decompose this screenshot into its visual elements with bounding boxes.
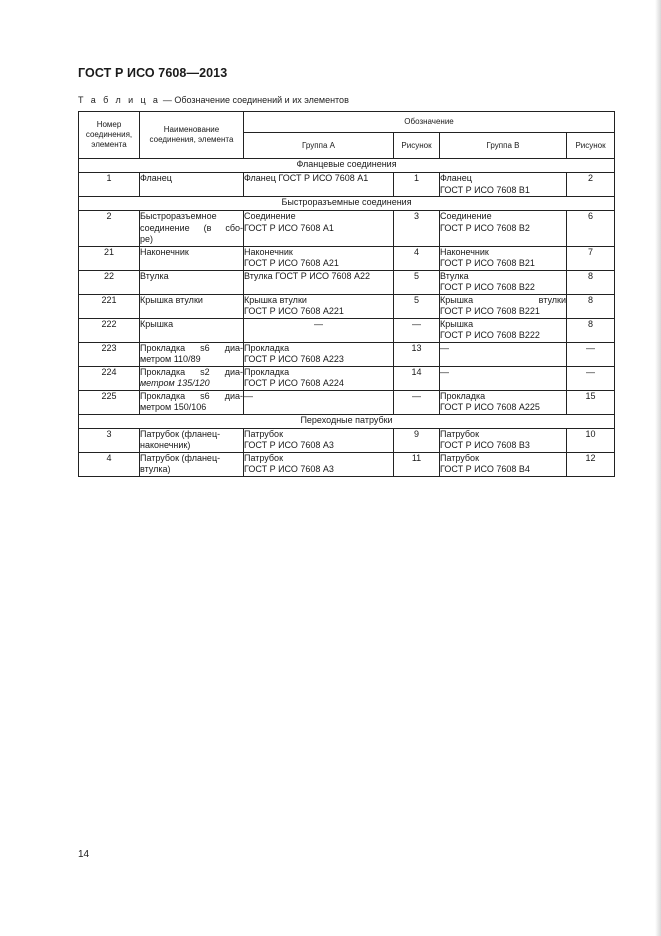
cell-figure-a: 9 <box>394 428 440 452</box>
cell-group-b: Соединение ГОСТ Р ИСО 7608 В2 <box>440 211 567 247</box>
cell-figure-b: 7 <box>567 246 615 270</box>
table-caption <box>78 95 349 105</box>
section-row-flange <box>79 159 615 173</box>
designation-table <box>78 111 615 477</box>
table-row <box>79 318 615 342</box>
cell-group-b: Патрубок ГОСТ Р ИСО 7608 В4 <box>440 452 567 476</box>
cell-name: Прокладка s6 диа- метром 150/106 <box>140 390 243 412</box>
cell-number: 1 <box>79 173 140 197</box>
cell-figure-b: 8 <box>567 318 615 342</box>
cell-figure-b: — <box>567 342 615 366</box>
cell-group-a: Крышка втулки ГОСТ Р ИСО 7608 А221 <box>244 294 394 318</box>
cell-group-a: Фланец ГОСТ Р ИСО 7608 А1 <box>244 173 394 197</box>
section-title: Быстроразъемные соединения <box>79 197 615 211</box>
cell-group-b: — <box>440 342 567 366</box>
cell-group-b: Наконечник ГОСТ Р ИСО 7608 В21 <box>440 246 567 270</box>
cell-figure-a: 1 <box>394 173 440 197</box>
cell-group-a: Наконечник ГОСТ Р ИСО 7608 А21 <box>244 246 394 270</box>
cell-figure-b: 6 <box>567 211 615 247</box>
cell-figure-b: 12 <box>567 452 615 476</box>
table-row <box>79 270 615 294</box>
cell-group-b: Фланец ГОСТ Р ИСО 7608 В1 <box>440 173 567 197</box>
table-row <box>79 366 615 390</box>
cell-figure-a: — <box>394 390 440 414</box>
column-header-number: Номер соединения, элемента <box>79 112 140 159</box>
column-header-figure-b: Рисунок <box>567 133 615 159</box>
table-row <box>79 294 615 318</box>
table-row <box>79 428 615 452</box>
column-header-group-b: Группа В <box>440 133 567 159</box>
cell-group-a: Втулка ГОСТ Р ИСО 7608 А22 <box>244 270 394 294</box>
cell-figure-a: 3 <box>394 211 440 247</box>
cell-number: 223 <box>79 342 140 366</box>
section-title: Фланцевые соединения <box>79 159 615 173</box>
cell-number: 225 <box>79 390 140 414</box>
table-row <box>79 342 615 366</box>
cell-name: Прокладка s6 диа- метром 110/89 <box>140 342 243 364</box>
cell-group-b: Крышка втулки ГОСТ Р ИСО 7608 В221 <box>440 294 566 316</box>
cell-name: Быстроразъемное соединение (в сбо- ре) <box>140 211 243 244</box>
cell-name: Крышка <box>140 318 244 342</box>
cell-number: 2 <box>79 211 140 247</box>
cell-figure-a: 5 <box>394 270 440 294</box>
section-row-quick-release <box>79 197 615 211</box>
cell-figure-a: 4 <box>394 246 440 270</box>
cell-number: 224 <box>79 366 140 390</box>
cell-figure-a: 13 <box>394 342 440 366</box>
column-header-figure-a: Рисунок <box>394 133 440 159</box>
cell-figure-a: 5 <box>394 294 440 318</box>
cell-number: 221 <box>79 294 140 318</box>
document-header: ГОСТ Р ИСО 7608—2013 <box>78 66 228 80</box>
cell-name: Патрубок (фланец- наконечник) <box>140 428 244 452</box>
page-edge-shadow <box>655 0 661 936</box>
cell-figure-b: 8 <box>567 270 615 294</box>
cell-number: 222 <box>79 318 140 342</box>
cell-number: 3 <box>79 428 140 452</box>
cell-figure-b: 8 <box>567 294 615 318</box>
cell-group-b: Крышка ГОСТ Р ИСО 7608 В222 <box>440 318 567 342</box>
cell-group-b: Втулка ГОСТ Р ИСО 7608 В22 <box>440 270 567 294</box>
table-row <box>79 173 615 197</box>
cell-group-a: Патрубок ГОСТ Р ИСО 7608 А3 <box>244 428 394 452</box>
cell-figure-a: — <box>394 318 440 342</box>
cell-figure-a: 11 <box>394 452 440 476</box>
cell-group-b: — <box>440 366 567 390</box>
cell-group-a: — <box>244 390 394 414</box>
cell-number: 22 <box>79 270 140 294</box>
cell-name: Фланец <box>140 173 244 197</box>
cell-name: Наконечник <box>140 246 244 270</box>
cell-group-a: Соединение ГОСТ Р ИСО 7608 А1 <box>244 211 394 247</box>
cell-group-a: Прокладка ГОСТ Р ИСО 7608 А223 <box>244 342 394 366</box>
page-number: 14 <box>78 849 90 860</box>
cell-name: Патрубок (фланец- втулка) <box>140 452 244 476</box>
cell-group-b: Прокладка ГОСТ Р ИСО 7608 А225 <box>440 390 567 414</box>
cell-name: Втулка <box>140 270 244 294</box>
section-row-adapters <box>79 414 615 428</box>
cell-name: Прокладка s2 диа- метром 135/120 <box>140 366 243 388</box>
table-caption-text: — Обозначение соединений и их элементов <box>160 95 349 105</box>
column-header-designation: Обозначение <box>244 112 615 133</box>
cell-figure-b: 10 <box>567 428 615 452</box>
table-row <box>79 246 615 270</box>
cell-figure-b: — <box>567 366 615 390</box>
table-caption-prefix: Т а б л и ц а <box>78 95 161 105</box>
cell-group-b: Патрубок ГОСТ Р ИСО 7608 В3 <box>440 428 567 452</box>
table-row <box>79 390 615 414</box>
section-title: Переходные патрубки <box>79 414 615 428</box>
cell-number: 21 <box>79 246 140 270</box>
cell-number: 4 <box>79 452 140 476</box>
cell-name: Крышка втулки <box>140 294 244 318</box>
cell-group-a: Патрубок ГОСТ Р ИСО 7608 А3 <box>244 452 394 476</box>
cell-figure-b: 2 <box>567 173 615 197</box>
cell-group-a: — <box>244 318 394 342</box>
table-row <box>79 452 615 476</box>
table-row <box>79 211 615 247</box>
column-header-group-a: Группа А <box>244 133 394 159</box>
cell-group-a: Прокладка ГОСТ Р ИСО 7608 А224 <box>244 366 394 390</box>
column-header-name: Наименование соединения, элемента <box>140 112 244 159</box>
cell-figure-b: 15 <box>567 390 615 414</box>
cell-figure-a: 14 <box>394 366 440 390</box>
